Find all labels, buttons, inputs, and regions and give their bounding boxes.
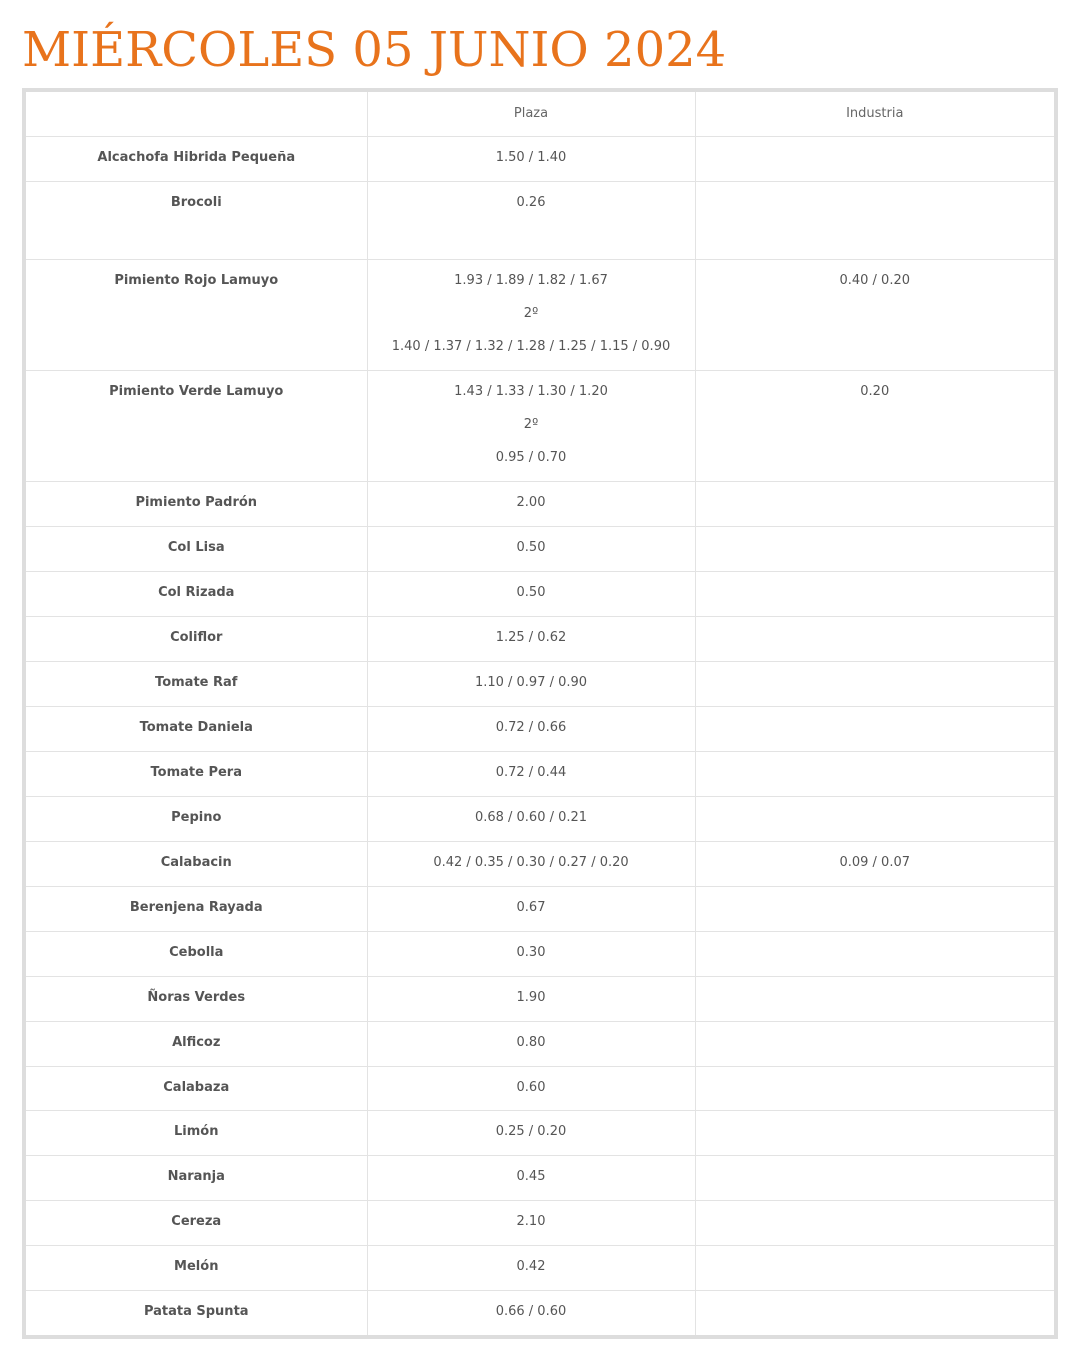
header-industria: Industria [695, 92, 1054, 136]
product-name-cell: Naranja [26, 1155, 367, 1200]
plaza-price-cell [367, 1066, 695, 1110]
plaza-price-cell [367, 616, 695, 661]
table-row [26, 1290, 1054, 1335]
table-row [26, 571, 1054, 616]
product-name-cell: Pimiento Verde Lamuyo [26, 370, 367, 481]
plaza-price-line: 2.10 [516, 1213, 546, 1229]
product-name-cell: Brocoli [26, 181, 367, 259]
plaza-price-cell [367, 886, 695, 931]
industria-price-cell: 0.40 / 0.20 [695, 259, 1054, 370]
table-row [26, 181, 1054, 259]
product-name-cell: Alcachofa Hibrida Pequeña [26, 136, 367, 181]
industria-price-cell [695, 571, 1054, 616]
plaza-price-line: 0.68 / 0.60 / 0.21 [474, 809, 588, 825]
plaza-price-line: 0.67 [516, 899, 546, 915]
table-row [26, 1021, 1054, 1066]
plaza-price-cell [367, 841, 695, 886]
industria-price-cell [695, 706, 1054, 751]
industria-price-cell [695, 1066, 1054, 1110]
plaza-price-line: 0.45 [516, 1168, 546, 1184]
industria-price-cell [695, 751, 1054, 796]
header-plaza: Plaza [367, 92, 695, 136]
plaza-price-line: 2.00 [516, 494, 546, 510]
plaza-price-cell [367, 1021, 695, 1066]
plaza-price-line: 0.66 / 0.60 [495, 1303, 567, 1319]
plaza-price-line: 0.25 / 0.20 [495, 1123, 567, 1139]
plaza-price-cell [367, 481, 695, 526]
industria-price-cell [695, 526, 1054, 571]
table-row [26, 1200, 1054, 1245]
industria-price-cell [695, 1245, 1054, 1290]
product-name-cell: Calabacin [26, 841, 367, 886]
plaza-price-line: 0.72 / 0.44 [495, 764, 567, 780]
plaza-price-line: 0.26 [516, 194, 546, 210]
table-row [26, 1110, 1054, 1155]
product-name-cell: Pimiento Rojo Lamuyo [26, 259, 367, 370]
product-name-cell: Tomate Daniela [26, 706, 367, 751]
table-row [26, 616, 1054, 661]
plaza-price-cell [367, 976, 695, 1021]
next-section-title-cut [22, 1339, 1058, 1346]
table-row [26, 1245, 1054, 1290]
plaza-price-cell [367, 931, 695, 976]
plaza-price-cell [367, 1110, 695, 1155]
product-name-cell: Cereza [26, 1200, 367, 1245]
plaza-price-line: 0.30 [516, 944, 546, 960]
product-name-cell: Col Rizada [26, 571, 367, 616]
industria-price-cell [695, 796, 1054, 841]
industria-price-cell: 0.20 [695, 370, 1054, 481]
industria-price-cell [695, 616, 1054, 661]
table-row [26, 976, 1054, 1021]
price-table-container [22, 88, 1058, 1339]
industria-price-cell [695, 181, 1054, 259]
plaza-price-cell [367, 751, 695, 796]
table-row [26, 370, 1054, 481]
plaza-price-line: 1.90 [516, 989, 546, 1005]
plaza-price-cell [367, 370, 695, 481]
industria-price-cell [695, 931, 1054, 976]
table-row [26, 1155, 1054, 1200]
industria-price-cell [695, 976, 1054, 1021]
industria-price-cell [695, 886, 1054, 931]
plaza-price-line: 0.60 [516, 1079, 546, 1095]
plaza-price-cell [367, 181, 695, 259]
product-name-cell: Berenjena Rayada [26, 886, 367, 931]
plaza-price-line: 0.95 / 0.70 [495, 449, 567, 465]
industria-price-cell: 0.09 / 0.07 [695, 841, 1054, 886]
plaza-price-cell [367, 706, 695, 751]
plaza-price-cell [367, 259, 695, 370]
product-name-cell: Limón [26, 1110, 367, 1155]
table-body [26, 136, 1054, 1335]
plaza-price-cell [367, 136, 695, 181]
industria-price-cell [695, 136, 1054, 181]
page-title: MIÉRCOLES 05 JUNIO 2024 [22, 22, 727, 78]
product-name-cell: Tomate Raf [26, 661, 367, 706]
table-row [26, 661, 1054, 706]
table-row [26, 931, 1054, 976]
plaza-price-cell [367, 1200, 695, 1245]
plaza-price-line: 0.72 / 0.66 [495, 719, 567, 735]
plaza-price-line: 1.40 / 1.37 / 1.32 / 1.28 / 1.25 / 1.15 / 0.90 [391, 338, 671, 354]
plaza-price-cell [367, 1290, 695, 1335]
plaza-price-line: 2º [523, 416, 539, 432]
product-name-cell: Ñoras Verdes [26, 976, 367, 1021]
plaza-price-cell [367, 796, 695, 841]
table-row [26, 136, 1054, 181]
industria-price-cell [695, 481, 1054, 526]
plaza-price-line: 1.10 / 0.97 / 0.90 [474, 674, 588, 690]
plaza-price-line: 0.42 [516, 1258, 546, 1274]
product-name-cell: Alficoz [26, 1021, 367, 1066]
header-product [26, 92, 367, 136]
table-row [26, 706, 1054, 751]
table-row [26, 1066, 1054, 1110]
table-row [26, 886, 1054, 931]
product-name-cell: Cebolla [26, 931, 367, 976]
industria-price-cell [695, 1200, 1054, 1245]
table-header-row [26, 92, 1054, 136]
plaza-price-cell [367, 1245, 695, 1290]
table-row [26, 796, 1054, 841]
price-table [26, 92, 1054, 1335]
plaza-price-cell [367, 571, 695, 616]
industria-price-cell [695, 1155, 1054, 1200]
plaza-price-line: 0.50 [516, 584, 546, 600]
plaza-price-cell [367, 526, 695, 571]
product-name-cell: Calabaza [26, 1066, 367, 1110]
plaza-price-line: 1.50 / 1.40 [495, 149, 567, 165]
plaza-price-line: 0.42 / 0.35 / 0.30 / 0.27 / 0.20 [433, 854, 629, 870]
product-name-cell: Pimiento Padrón [26, 481, 367, 526]
product-name-cell: Tomate Pera [26, 751, 367, 796]
plaza-price-line: 1.43 / 1.33 / 1.30 / 1.20 [454, 383, 608, 399]
plaza-price-line: 0.50 [516, 539, 546, 555]
product-name-cell: Col Lisa [26, 526, 367, 571]
table-row [26, 841, 1054, 886]
product-name-cell: Melón [26, 1245, 367, 1290]
plaza-price-line: 1.25 / 0.62 [495, 629, 567, 645]
plaza-price-cell [367, 661, 695, 706]
product-name-cell: Coliflor [26, 616, 367, 661]
table-row [26, 751, 1054, 796]
industria-price-cell [695, 1290, 1054, 1335]
table-row [26, 259, 1054, 370]
plaza-price-line: 0.80 [516, 1034, 546, 1050]
industria-price-cell [695, 661, 1054, 706]
product-name-cell: Pepino [26, 796, 367, 841]
plaza-price-cell [367, 1155, 695, 1200]
product-name-cell: Patata Spunta [26, 1290, 367, 1335]
industria-price-cell [695, 1110, 1054, 1155]
plaza-price-line: 1.93 / 1.89 / 1.82 / 1.67 [454, 272, 608, 288]
table-row [26, 526, 1054, 571]
plaza-price-line: 2º [523, 305, 539, 321]
table-row [26, 481, 1054, 526]
industria-price-cell [695, 1021, 1054, 1066]
